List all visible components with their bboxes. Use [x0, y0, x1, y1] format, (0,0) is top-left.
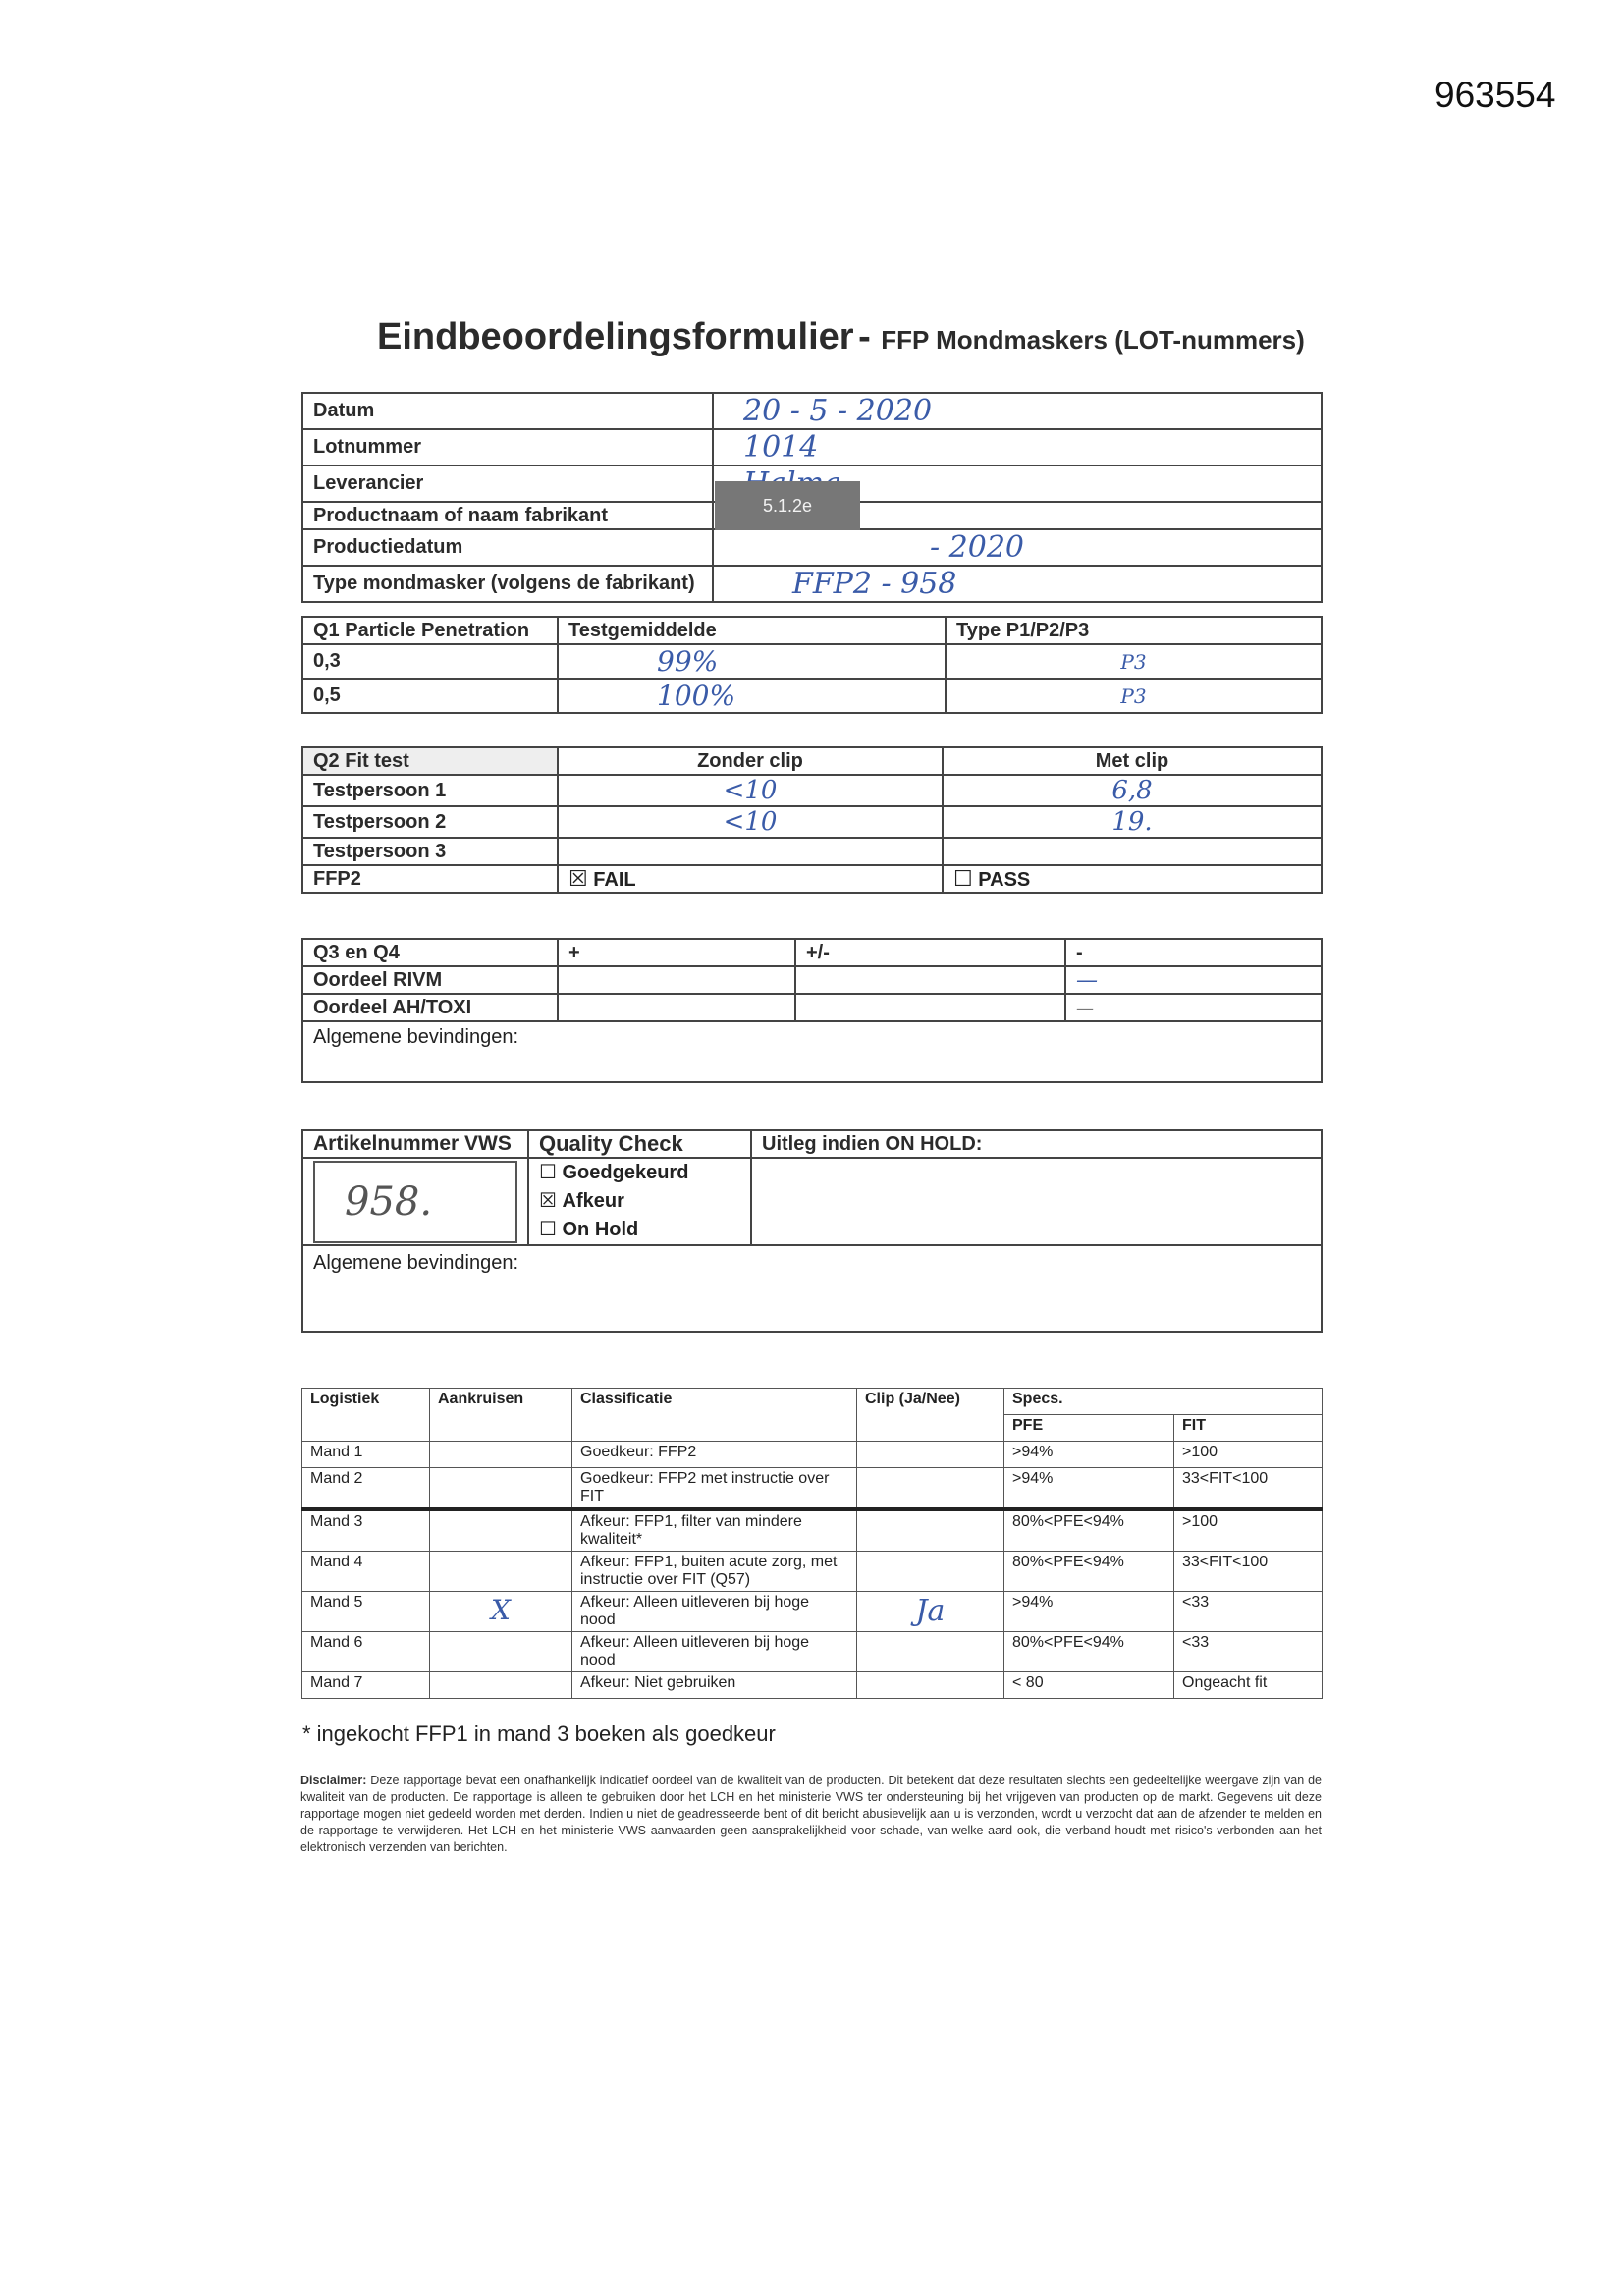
table-cell: Q1 Particle Penetration — [302, 617, 558, 644]
table-cell: Afkeur: FFP1, buiten acute zorg, met instructie over FIT (Q57) — [572, 1552, 857, 1592]
table-cell — [857, 1442, 1004, 1468]
table-row — [302, 775, 1322, 806]
table-cell: Testgemiddelde — [558, 617, 946, 644]
table-cell: Ja — [857, 1592, 1004, 1632]
table-cell: — — [1065, 966, 1322, 994]
table-row — [302, 1389, 1323, 1415]
table-cell: Mand 7 — [302, 1672, 430, 1699]
table-cell: 100% — [558, 679, 946, 713]
table-cell: + — [558, 939, 795, 966]
quality-table — [301, 1129, 1323, 1333]
table-row — [302, 865, 1322, 893]
table-cell: Afkeur: Niet gebruiken — [572, 1672, 857, 1699]
table-cell: >94% — [1004, 1468, 1174, 1510]
disclaimer-text: Deze rapportage bevat een onafhankelijk indicatief oordeel van de kwaliteit van de producten. Dit betekent dat deze resultaten slechts een gedeeltelijke weergave zijn van de kwaliteit van de producten. De rapportage is alleen te gebruiken door het LCH en het ministerie VWS ter ondersteuning bij het vrijgeven van producten op de markt. Gegevens uit deze rapportage mogen niet gedeeld worden met derden. Indien u niet de geadresseerde bent of dit bericht abusievelijk aan u is verzonden, wordt u verzocht dat aan de afzender te melden en de rapportage te verwijderen. Het LCH en het ministerie VWS aanvaarden geen aansprakelijkheid voor schade, van welke aard ook, die verband houdt met risico's verbonden aan het elektronisch verzenden van berichten. — [300, 1774, 1322, 1854]
table-cell: Testpersoon 2 — [302, 806, 558, 838]
table-cell: 20 - 5 - 2020 — [713, 393, 1322, 429]
table-cell: Clip (Ja/Nee) — [857, 1389, 1004, 1442]
fail-label: FAIL — [593, 869, 636, 891]
table-cell: 33<FIT<100 — [1174, 1552, 1323, 1592]
table-cell — [430, 1509, 572, 1552]
table-cell: Mand 2 — [302, 1468, 430, 1510]
table-cell: Specs. — [1004, 1389, 1323, 1415]
table-row — [302, 1468, 1323, 1510]
table-cell: <33 — [1174, 1632, 1323, 1672]
table-row — [302, 838, 1322, 865]
table-cell: >94% — [1004, 1442, 1174, 1468]
q3-table — [301, 938, 1323, 1083]
logistics-table — [301, 1388, 1323, 1699]
table-cell: 80%<PFE<94% — [1004, 1552, 1174, 1592]
table-row — [302, 529, 1322, 566]
table-cell: Datum — [302, 393, 713, 429]
table-cell: Oordeel RIVM — [302, 966, 558, 994]
table-row — [302, 1592, 1323, 1632]
table-cell: Type mondmasker (volgens de fabrikant) — [302, 566, 713, 602]
table-row — [302, 1552, 1323, 1592]
table-cell — [795, 966, 1065, 994]
table-row — [302, 1672, 1323, 1699]
table-cell: X — [430, 1592, 572, 1632]
table-row — [302, 1158, 1322, 1245]
artikel-value: 958. — [313, 1161, 517, 1243]
table-cell: Mand 6 — [302, 1632, 430, 1672]
table-cell — [943, 838, 1322, 865]
table-row — [302, 644, 1322, 679]
table-cell: Oordeel AH/TOXI — [302, 994, 558, 1021]
table-cell: <10 — [558, 775, 943, 806]
q2-table — [301, 746, 1323, 894]
table-cell: Mand 4 — [302, 1552, 430, 1592]
option-goedgekeurd[interactable]: ☐ Goedgekeurd — [539, 1162, 689, 1183]
table-cell: 80%<PFE<94% — [1004, 1509, 1174, 1552]
table-cell: >100 — [1174, 1509, 1323, 1552]
table-cell: 80%<PFE<94% — [1004, 1632, 1174, 1672]
table-row — [302, 939, 1322, 966]
table-cell: FIT — [1174, 1415, 1323, 1442]
table-cell — [430, 1442, 572, 1468]
table-cell — [751, 1158, 1322, 1245]
document-id: 963554 — [1435, 75, 1556, 115]
table-cell — [528, 1158, 751, 1245]
table-cell: Testpersoon 3 — [302, 838, 558, 865]
table-row — [302, 679, 1322, 713]
table-row — [302, 966, 1322, 994]
table-cell: FFP2 - 958 — [713, 566, 1322, 602]
table-cell: Afkeur: FFP1, filter van mindere kwaliteit* — [572, 1509, 857, 1552]
table-cell: 6,8 — [943, 775, 1322, 806]
table-cell: Leverancier — [302, 465, 713, 502]
table-cell — [857, 1468, 1004, 1510]
table-cell: Ongeacht fit — [1174, 1672, 1323, 1699]
table-cell — [795, 994, 1065, 1021]
table-cell: Productnaam of naam fabrikant — [302, 502, 713, 529]
table-cell: Type P1/P2/P3 — [946, 617, 1322, 644]
table-cell — [857, 1672, 1004, 1699]
table-cell: Q2 Fit test — [302, 747, 558, 775]
table-cell: 19. — [943, 806, 1322, 838]
table-cell: +/- — [795, 939, 1065, 966]
table-cell — [430, 1468, 572, 1510]
table-cell: 99% — [558, 644, 946, 679]
form-title: Eindbeoordelingsformulier - FFP Mondmaskers (LOT-nummers) — [377, 316, 1305, 357]
table-cell: FFP2 — [302, 865, 558, 893]
table-cell: Mand 1 — [302, 1442, 430, 1468]
table-cell — [430, 1672, 572, 1699]
disclaimer-label: Disclaimer: — [300, 1774, 367, 1787]
table-row — [302, 747, 1322, 775]
table-cell: Uitleg indien ON HOLD: — [751, 1130, 1322, 1158]
title-sub: FFP Mondmaskers (LOT-nummers) — [881, 325, 1305, 355]
table-cell: Quality Check — [528, 1130, 751, 1158]
table-cell: P3 — [946, 679, 1322, 713]
option-afkeur[interactable]: ☒ Afkeur — [539, 1190, 624, 1212]
table-cell: < 80 — [1004, 1672, 1174, 1699]
table-cell: Classificatie — [572, 1389, 857, 1442]
table-cell — [857, 1509, 1004, 1552]
table-cell: Goedkeur: FFP2 met instructie over FIT — [572, 1468, 857, 1510]
option-on-hold[interactable]: ☐ On Hold — [539, 1219, 639, 1240]
table-cell: Afkeur: Alleen uitleveren bij hoge nood — [572, 1632, 857, 1672]
q1-table — [301, 616, 1323, 714]
table-cell — [857, 1552, 1004, 1592]
table-cell: <10 — [558, 806, 943, 838]
table-cell — [857, 1632, 1004, 1672]
table-cell: >94% — [1004, 1592, 1174, 1632]
table-cell: 1014 — [713, 429, 1322, 465]
table-cell — [558, 994, 795, 1021]
table-cell: Productiedatum — [302, 529, 713, 566]
pass-label: PASS — [978, 869, 1031, 891]
table-cell: Algemene bevindingen: — [302, 1245, 1322, 1332]
table-cell: Artikelnummer VWS — [302, 1130, 528, 1158]
fail-checkbox[interactable]: ☒ — [568, 866, 588, 891]
table-row — [302, 566, 1322, 602]
table-row — [302, 806, 1322, 838]
footnote: * ingekocht FFP1 in mand 3 boeken als goedkeur — [302, 1722, 776, 1746]
table-cell: >100 — [1174, 1442, 1323, 1468]
table-cell — [558, 966, 795, 994]
table-cell: — — [1065, 994, 1322, 1021]
table-row — [302, 994, 1322, 1021]
table-row — [302, 1130, 1322, 1158]
table-cell: Logistiek — [302, 1389, 430, 1442]
disclaimer — [300, 1773, 1322, 1856]
table-row — [302, 429, 1322, 465]
table-cell — [430, 1632, 572, 1672]
table-cell: Goedkeur: FFP2 — [572, 1442, 857, 1468]
table-cell: - 2020 — [713, 529, 1322, 566]
table-cell: 0,3 — [302, 644, 558, 679]
table-cell: Q3 en Q4 — [302, 939, 558, 966]
table-row — [302, 617, 1322, 644]
redaction-box: 5.1.2e — [715, 481, 860, 530]
table-cell: Algemene bevindingen: — [302, 1021, 1322, 1082]
table-cell: 0,5 — [302, 679, 558, 713]
table-cell — [558, 865, 943, 893]
table-cell: PFE — [1004, 1415, 1174, 1442]
table-cell: Mand 3 — [302, 1509, 430, 1552]
table-row — [302, 1632, 1323, 1672]
table-cell: P3 — [946, 644, 1322, 679]
table-cell — [302, 1158, 528, 1245]
pass-checkbox[interactable]: ☐ — [953, 866, 973, 891]
table-row — [302, 1509, 1323, 1552]
table-cell: <33 — [1174, 1592, 1323, 1632]
table-cell: Mand 5 — [302, 1592, 430, 1632]
table-cell: Testpersoon 1 — [302, 775, 558, 806]
table-cell: 33<FIT<100 — [1174, 1468, 1323, 1510]
table-row — [302, 1021, 1322, 1082]
table-cell: - — [1065, 939, 1322, 966]
table-cell — [558, 838, 943, 865]
table-cell — [943, 865, 1322, 893]
table-row — [302, 1245, 1322, 1332]
table-cell: Zonder clip — [558, 747, 943, 775]
table-row — [302, 393, 1322, 429]
table-row — [302, 1442, 1323, 1468]
title-main: Eindbeoordelingsformulier — [377, 316, 854, 357]
table-cell — [430, 1552, 572, 1592]
table-cell: Met clip — [943, 747, 1322, 775]
table-cell: Aankruisen — [430, 1389, 572, 1442]
table-cell: Afkeur: Alleen uitleveren bij hoge nood — [572, 1592, 857, 1632]
table-cell: Lotnummer — [302, 429, 713, 465]
